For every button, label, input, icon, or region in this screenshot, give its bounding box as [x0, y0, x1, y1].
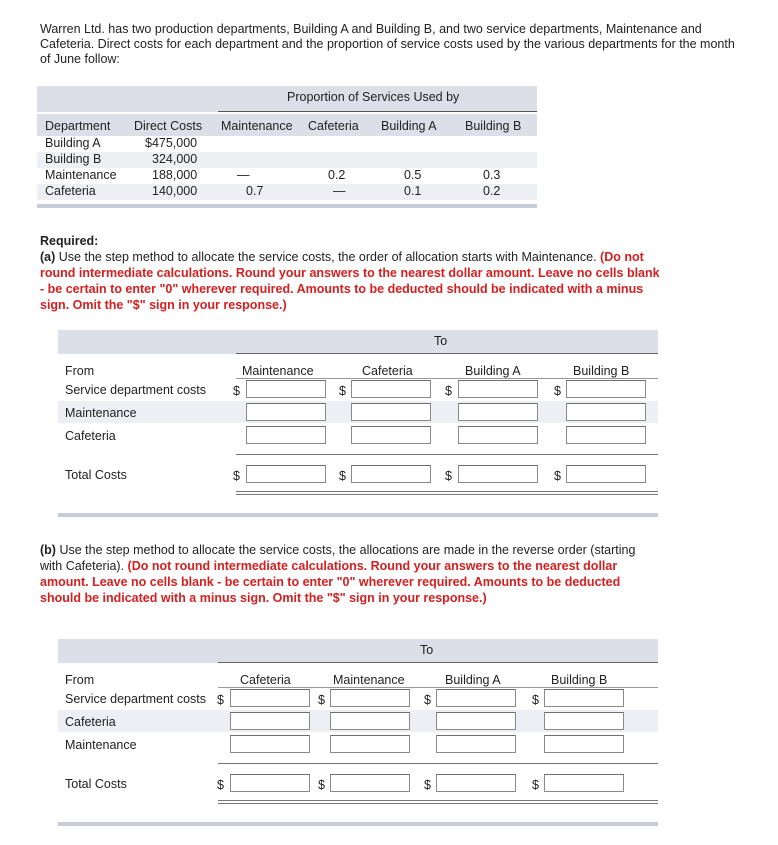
direct-cost: 324,000 [152, 152, 198, 166]
currency-sign: $ [318, 778, 325, 792]
b-maintenance-maintenance-input[interactable] [330, 735, 410, 753]
a-total-maintenance-input[interactable] [246, 465, 326, 483]
b-total-cafeteria-input[interactable] [230, 774, 310, 792]
col-header-building-b: Building B [551, 673, 608, 687]
header-underline [218, 687, 658, 688]
direct-cost: 140,000 [152, 184, 198, 198]
dept-name: Building A [45, 136, 101, 150]
col-header-cafeteria: Cafeteria [362, 364, 413, 378]
row-label-service-costs: Service department costs [65, 383, 207, 397]
col-header-maintenance: Maintenance [242, 364, 314, 378]
problem-intro: Warren Ltd. has two production departments, Building A and Building B, and two service departments, Maintenance and Cafeteria. Direct costs for each department and the proportion of service costs used by the various departments for the month of June follow: [40, 22, 735, 66]
part-a-label: (a) [40, 250, 56, 264]
required-b-block [40, 542, 660, 606]
table-row [37, 168, 537, 184]
row-label-maintenance: Maintenance [65, 406, 137, 420]
col-direct-costs: Direct Costs [134, 119, 203, 133]
a-cafeteria-building-b-input[interactable] [566, 426, 646, 444]
currency-sign: $ [445, 384, 452, 398]
proportion-building-a: 0.1 [404, 184, 422, 198]
a-service-building-b-input[interactable] [566, 380, 646, 398]
proportion-header-bar [37, 86, 537, 112]
currency-sign: $ [233, 384, 240, 398]
col-department: Department [45, 119, 111, 133]
to-underline [218, 662, 658, 663]
col-building-b: Building B [465, 119, 522, 133]
proportion-underline [218, 111, 537, 112]
part-b-instruction: Use the step method to allocate the service costs, the allocations are made in the reverse order (starting with Cafeteria). [40, 543, 636, 573]
row-label-service-costs: Service department costs [65, 692, 207, 706]
col-cafeteria: Cafeteria [308, 119, 359, 133]
b-total-building-a-input[interactable] [436, 774, 516, 792]
a-total-building-a-input[interactable] [458, 465, 538, 483]
row-label-total-costs: Total Costs [65, 777, 127, 791]
b-service-building-b-input[interactable] [544, 689, 624, 707]
required-a-block [40, 233, 660, 313]
direct-cost: $475,000 [145, 136, 198, 150]
col-header-building-b: Building B [573, 364, 630, 378]
dept-name: Maintenance [45, 168, 117, 182]
proportion-cafeteria: 0.2 [328, 168, 346, 182]
currency-sign: $ [233, 469, 240, 483]
a-cafeteria-cafeteria-input[interactable] [351, 426, 431, 444]
double-underline [236, 494, 658, 495]
proportion-maintenance: 0.7 [246, 184, 264, 198]
col-building-a: Building A [381, 119, 437, 133]
double-underline [218, 800, 658, 801]
a-cafeteria-maintenance-input[interactable] [246, 426, 326, 444]
proportion-header: Proportion of Services Used by [287, 90, 460, 104]
row-label-cafeteria: Cafeteria [65, 429, 116, 443]
proportion-maintenance: — [237, 168, 250, 182]
b-service-building-a-input[interactable] [436, 689, 516, 707]
currency-sign: $ [339, 469, 346, 483]
b-maintenance-cafeteria-input[interactable] [230, 735, 310, 753]
currency-sign: $ [217, 693, 224, 707]
b-service-maintenance-input[interactable] [330, 689, 410, 707]
currency-sign: $ [318, 693, 325, 707]
part-b-label: (b) [40, 543, 56, 557]
currency-sign: $ [339, 384, 346, 398]
direct-cost: 188,000 [152, 168, 198, 182]
a-maintenance-building-a-input[interactable] [458, 403, 538, 421]
currency-sign: $ [424, 778, 431, 792]
to-header-bar [58, 639, 658, 663]
part-a-note: (Do not round intermediate calculations. Round your answers to the nearest dollar amount. Leave no cells blank - be certain to enter "0" wherever required. Amounts to be deducted should be indicated with a minus sign. Omit the "$" sign in your response.) [40, 250, 660, 312]
table-bottom-bar [58, 513, 658, 517]
b-maintenance-building-a-input[interactable] [436, 735, 516, 753]
currency-sign: $ [217, 778, 224, 792]
column-header-row [37, 114, 537, 136]
table-row [37, 136, 537, 152]
col-header-cafeteria: Cafeteria [240, 673, 291, 687]
currency-sign: $ [554, 384, 561, 398]
proportion-building-b: 0.3 [483, 168, 501, 182]
to-label: To [420, 643, 434, 657]
currency-sign: $ [532, 778, 539, 792]
to-header-bar [58, 330, 658, 354]
part-a-instruction: Use the step method to allocate the service costs, the order of allocation starts with Maintenance. [58, 250, 597, 264]
a-service-building-a-input[interactable] [458, 380, 538, 398]
a-maintenance-building-b-input[interactable] [566, 403, 646, 421]
a-total-cafeteria-input[interactable] [351, 465, 431, 483]
row-label-cafeteria: Cafeteria [65, 715, 116, 729]
currency-sign: $ [445, 469, 452, 483]
from-label: From [65, 364, 95, 378]
col-header-maintenance: Maintenance [333, 673, 405, 687]
required-title: Required: [40, 234, 99, 248]
a-maintenance-maintenance-input[interactable] [246, 403, 326, 421]
b-service-cafeteria-input[interactable] [230, 689, 310, 707]
to-underline [236, 353, 658, 354]
currency-sign: $ [424, 693, 431, 707]
a-maintenance-cafeteria-input[interactable] [351, 403, 431, 421]
proportion-building-a: 0.5 [404, 168, 422, 182]
dept-name: Building B [45, 152, 102, 166]
b-total-building-b-input[interactable] [544, 774, 624, 792]
a-service-cafeteria-input[interactable] [351, 380, 431, 398]
a-total-building-b-input[interactable] [566, 465, 646, 483]
row-label-total-costs: Total Costs [65, 468, 127, 482]
table-row [37, 184, 537, 200]
b-cafeteria-maintenance-input[interactable] [330, 712, 410, 730]
dept-name: Cafeteria [45, 184, 96, 198]
header-underline [236, 378, 658, 379]
col-header-building-a: Building A [465, 364, 521, 378]
table-bottom-bar [37, 204, 537, 208]
a-service-maintenance-input[interactable] [246, 380, 326, 398]
b-cafeteria-building-b-input[interactable] [544, 712, 624, 730]
b-total-maintenance-input[interactable] [330, 774, 410, 792]
b-cafeteria-building-a-input[interactable] [436, 712, 516, 730]
currency-sign: $ [532, 693, 539, 707]
col-maintenance: Maintenance [221, 119, 293, 133]
table-bottom-bar [58, 822, 658, 826]
b-cafeteria-cafeteria-input[interactable] [230, 712, 310, 730]
currency-sign: $ [554, 469, 561, 483]
subtotal-line [218, 763, 658, 764]
subtotal-line [236, 454, 658, 455]
to-label: To [434, 334, 448, 348]
a-cafeteria-building-a-input[interactable] [458, 426, 538, 444]
part-b-note: (Do not round intermediate calculations. Round your answers to the nearest dollar amount. Leave no cells blank - be certain to enter "0" wherever required. Amounts to be deducted should be indicated with a minus sign. Omit the "$" sign in your response.) [40, 559, 621, 605]
proportion-cafeteria: — [333, 184, 346, 198]
table-row [37, 152, 537, 168]
col-header-building-a: Building A [445, 673, 501, 687]
double-underline [236, 491, 658, 492]
proportion-building-b: 0.2 [483, 184, 501, 198]
row-label-maintenance: Maintenance [65, 738, 137, 752]
b-maintenance-building-b-input[interactable] [544, 735, 624, 753]
double-underline [218, 803, 658, 804]
from-label: From [65, 673, 95, 687]
